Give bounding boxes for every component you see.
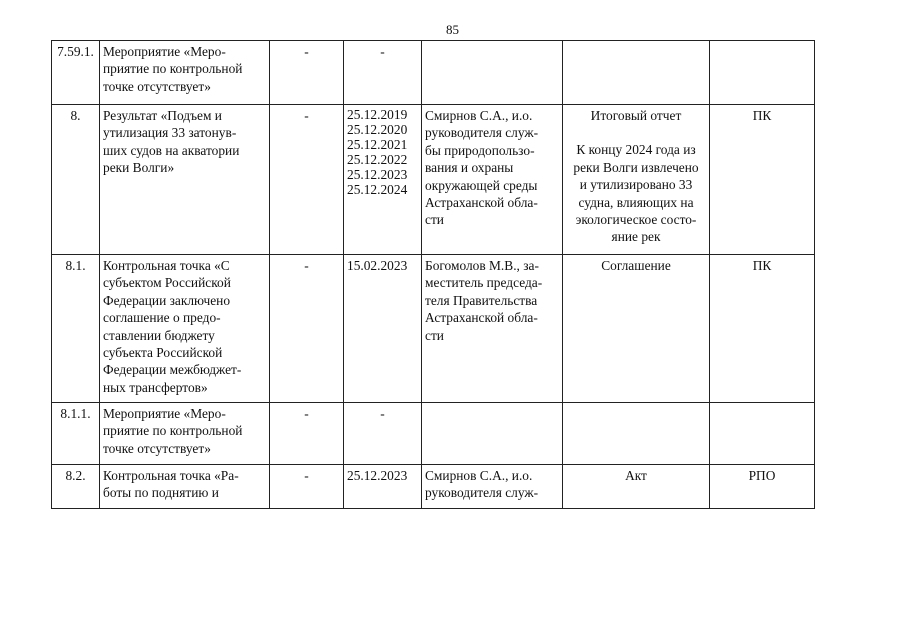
responsible-line: меститель председа- [425,275,543,291]
responsible-line: бы природопользо- [425,142,535,158]
document-spacer [566,124,706,141]
end-date-line: - [380,406,385,421]
row-name-cell [100,105,270,255]
document-line: Соглашение [601,258,671,273]
name-line: Мероприятие «Меро- [103,44,226,59]
end-date-line: 25.12.2023 [347,468,408,483]
name-line: утилизация 33 затонув- [103,125,237,141]
document-line: К концу 2024 года из [576,142,696,158]
document-cell [563,465,710,509]
responsible-line: окружающей среды [425,177,538,193]
end-date-line: 25.12.2019 [347,107,408,122]
name-line: Федерации межбюджет- [103,362,242,378]
end-date-line: 15.02.2023 [347,258,408,273]
start-date-cell: - [270,465,344,509]
control-points-table [51,40,815,509]
document-line: Итоговый отчет [590,108,682,123]
document-cell [563,255,710,403]
end-date-line: 25.12.2020 [347,122,408,137]
document-cell [563,41,710,105]
name-line: Контрольная точка «С [103,258,230,273]
responsible-line: сти [425,327,444,343]
table-row [52,403,815,465]
name-line: реки Волги» [103,160,175,176]
end-date-line: 25.12.2024 [347,182,408,197]
responsible-cell [422,403,563,465]
level-cell: РПО [710,465,815,509]
end-date-cell [344,403,422,465]
start-date-cell: - [270,403,344,465]
document-line: яние рек [611,229,661,245]
responsible-line: вания и охраны [425,160,514,176]
row-name-cell [100,465,270,509]
row-number-cell: 8. [52,105,100,255]
responsible-cell [422,41,563,105]
start-date-cell: - [270,41,344,105]
responsible-line: Смирнов С.А., и.о. [425,108,533,123]
name-line: ных трансфертов» [103,379,208,395]
document-line: судна, влияющих на [578,194,694,210]
table-row [52,255,815,403]
end-date-cell [344,465,422,509]
row-number-cell: 7.59.1. [52,41,100,105]
name-line: точке отсутствует» [103,78,211,94]
end-date-line: 25.12.2021 [347,137,408,152]
table-row [52,465,815,509]
document-line: реки Волги извлечено [573,159,699,175]
level-cell [710,403,815,465]
table-row [52,105,815,255]
end-date-line: 25.12.2023 [347,167,408,182]
responsible-line: руководителя служ- [425,485,539,501]
responsible-cell [422,255,563,403]
end-date-line: - [380,44,385,59]
name-line: субъекта Российской [103,345,223,361]
row-name-cell [100,403,270,465]
responsible-line: теля Правительства [425,292,538,308]
document-cell [563,105,710,255]
row-name-cell [100,41,270,105]
name-line: приятие по контрольной [103,423,243,439]
end-date-line: 25.12.2022 [347,152,408,167]
name-line: точке отсутствует» [103,440,211,456]
level-cell [710,41,815,105]
name-line: субъектом Российской [103,275,231,291]
document-cell [563,403,710,465]
start-date-cell: - [270,105,344,255]
end-date-cell [344,105,422,255]
level-cell: ПК [710,255,815,403]
responsible-line: Астраханской обла- [425,310,538,326]
responsible-cell [422,465,563,509]
level-cell: ПК [710,105,815,255]
name-line: Мероприятие «Меро- [103,406,226,421]
table-row [52,41,815,105]
page-number: 85 [446,22,459,37]
name-line: соглашение о предо- [103,310,221,326]
name-line: боты по поднятию и [103,485,219,501]
responsible-line: руководителя служ- [425,125,539,141]
name-line: Федерации заключено [103,292,231,308]
document-line: Акт [625,468,647,483]
row-number-cell: 8.1.1. [52,403,100,465]
responsible-line: Смирнов С.А., и.о. [425,468,533,483]
name-line: ставлении бюджету [103,327,215,343]
end-date-cell [344,41,422,105]
responsible-cell [422,105,563,255]
responsible-line: Богомолов М.В., за- [425,258,539,273]
name-line: Контрольная точка «Ра- [103,468,239,483]
document-line: экологическое состо- [575,212,697,228]
responsible-line: сти [425,212,444,228]
row-number-cell: 8.1. [52,255,100,403]
name-line: Результат «Подъем и [103,108,222,123]
row-number-cell: 8.2. [52,465,100,509]
start-date-cell: - [270,255,344,403]
name-line: ших судов на акватории [103,142,240,158]
responsible-line: Астраханской обла- [425,195,538,211]
name-line: приятие по контрольной [103,61,243,77]
row-name-cell [100,255,270,403]
document-line: и утилизировано 33 [579,177,693,193]
end-date-cell [344,255,422,403]
